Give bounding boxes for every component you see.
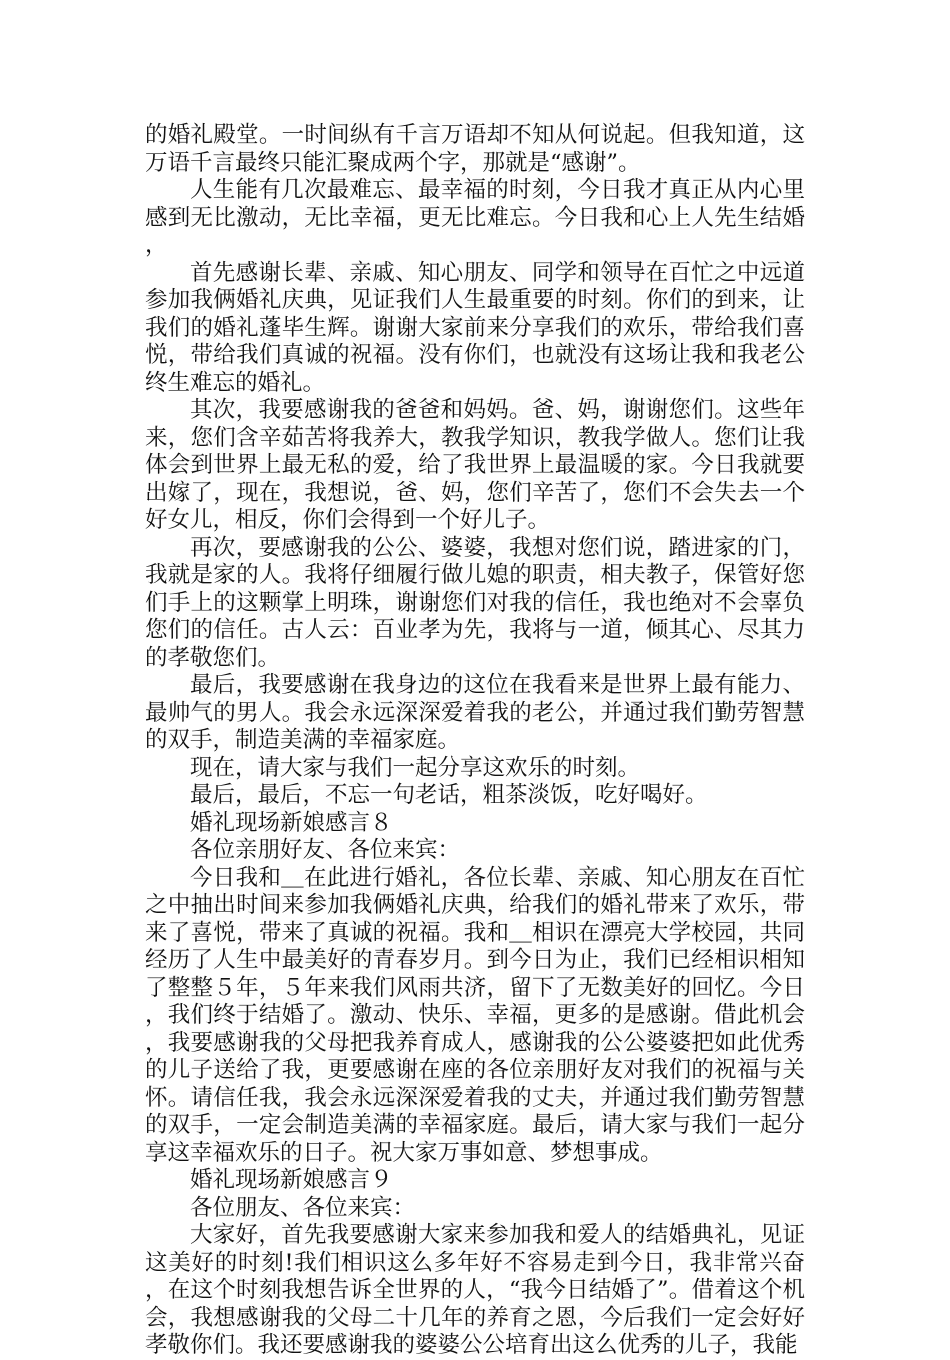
paragraph-thanks-parents: 其次，我要感谢我的爸爸和妈妈。爸、妈，谢谢您们。这些年来，您们含辛茹苦将我养大，教我学知识，教我学做人。您们让我体会到世界上最无私的爱，给了我世界上最温暖的家。今日我就要出嫁了，现在，我想说，爸、妈，您们辛苦了，您们不会失去一个好女儿，相反，你们会得到一个好儿子。 [145,397,805,533]
paragraph-share-joy: 现在，请大家与我们一起分享这欢乐的时刻。 [190,754,641,781]
section-heading-speech-9: 婚礼现场新娘感言９ [190,1167,393,1193]
salutation-speech-8: 各位亲朋好友、各位来宾： [190,837,461,863]
paragraph-speech-8-body: 今日我和＿在此进行婚礼，各位长辈、亲戚、知心朋友在百忙之中抽出时间来参加我俩婚礼庆典，给我们的婚礼带来了欢乐，带来了喜悦，带来了真诚的祝福。我和＿相识在漂亮大学校园，共同经历了人生中最美好的青春岁月。到今日为止，我们已经相识相知了整整５年，５年来我们风雨共济，留下了无数美好的回忆。今日，我们终于结婚了。激动、快乐、幸福，更多的是感谢。借此机会，我要感谢我的父母把我养育成人，感谢我的公公婆婆把如此优秀的儿子送给了我，更要感谢在座的各位亲朋好友对我们的祝福与关怀。请信任我，我会永远深深爱着我的丈夫，并通过我们勤劳智慧的双手，一定会制造美满的幸福家庭。最后，请大家与我们一起分享这幸福欢乐的日子。祝大家万事如意、梦想事成。 [145,864,805,1166]
section-heading-speech-8: 婚礼现场新娘感言８ [190,809,393,836]
paragraph-thanks-in-laws: 再次，要感谢我的公公、婆婆，我想对您们说，踏进家的门，我就是家的人。我将仔细履行做儿媳的职责，相夫教子，保管好您们手上的这颗掌上明珠，谢谢您们对我的信任，我也绝对不会辜负您们的信任。古人云：百业孝为先，我将与一道，倾其心、尽其力的孝敬您们。 [145,534,805,671]
paragraph-eat-drink-well: 最后，最后，不忘一句老话，粗茶淡饭，吃好喝好。 [190,782,708,808]
paragraph-thanks-elders-friends: 首先感谢长辈、亲戚、知心朋友、同学和领导在百忙之中远道参加我俩婚礼庆典，见证我们人生最重要的时刻。你们的到来，让我们的婚礼蓬毕生辉。谢谢大家前来分享我们的欢乐，带给我们喜悦，带给我们真诚的祝福。没有你们，也就没有这场让我和我老公终生难忘的婚礼。 [145,259,805,396]
document-page [145,122,805,1360]
salutation-speech-9: 各位朋友、各位来宾： [190,1194,416,1221]
paragraph-thanks-husband: 最后，我要感谢在我身边的这位在我看来是世界上最有能力、最帅气的男人。我会永远深深爱着我的老公，并通过我们勤劳智慧的双手，制造美满的幸福家庭。 [145,672,805,753]
paragraph-most-memorable-moment: 人生能有几次最难忘、最幸福的时刻，今日我才真正从内心里感到无比激动，无比幸福，更无比难忘。今日我和心上人先生结婚， [145,177,805,258]
paragraph-continuation: 的婚礼殿堂。一时间纵有千言万语却不知从何说起。但我知道，这万语千言最终只能汇聚成两个字，那就是“感谢”。 [145,122,805,176]
paragraph-speech-9-body: 大家好，首先我要感谢大家来参加我和爱人的结婚典礼，见证这美好的时刻!我们相识这么多年好不容易走到今日，我非常兴奋，在这个时刻我想告诉全世界的人，“我今日结婚了”。借着这个机会，我想感谢我的父母二十几年的养育之恩，今后我们一定会好好孝敬你们。我还要感谢我的婆婆公公培育出这么优秀的儿子，我能 [145,1222,805,1358]
